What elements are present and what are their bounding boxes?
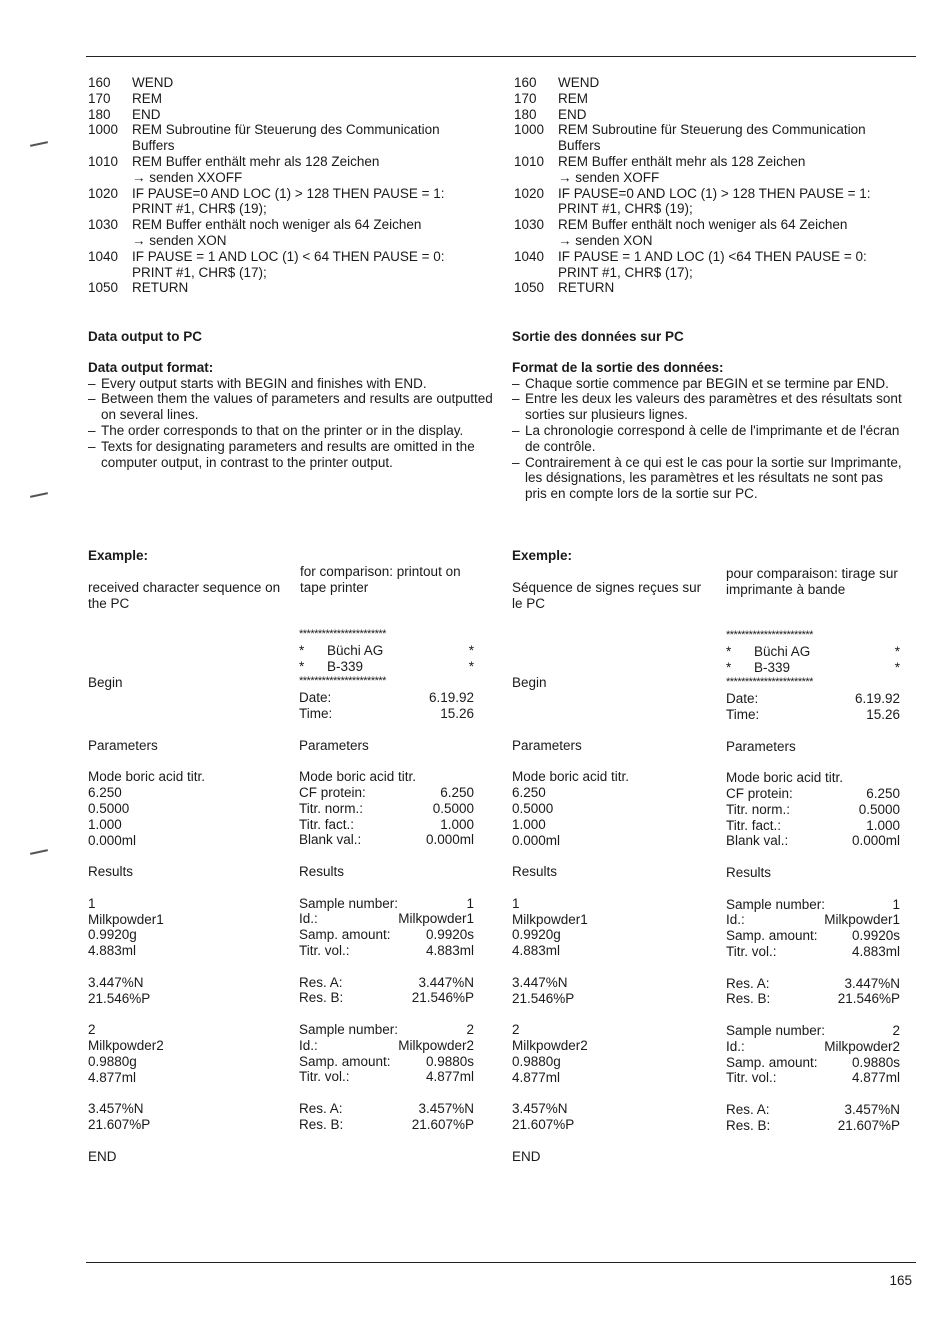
bullet-list: [512, 376, 907, 502]
comparison-label: for comparison: printout on tape printer: [300, 564, 461, 595]
printout-left: *********************** * Büchi AG * * B-339 * *********************** Date: 6.19.92 Time: 15.26 Parameters Mode boric acid titr. CF protein: 6.250 Titr. norm.: 0.5000 Titr. fact.: 1.000 Blank val.: 0.000ml Results Sample number: 1 Id.: Milkpowder1 Samp. amount: 0.9920s Titr. vol.: 4.883ml Res. A: 3.447%N Res. B: 21.546%P Sample number: 2 Id.: Milkpowder2 Samp. amount: 0.9880s Titr. vol.: 4.877ml Res. A: 3.457%N Res. B: 21.607%P: [299, 628, 474, 1132]
page-number: 165: [889, 1273, 912, 1288]
code-line: 160 WEND: [514, 75, 600, 90]
code-line: 1040 IF PAUSE = 1 AND LOC (1) < 64 THEN PAUSE = 0: PRINT #1, CHR$ (17);: [88, 248, 445, 280]
code-line: 170 REM: [88, 90, 162, 106]
list-item: – Entre les deux les valeurs des paramètres et des résultats sont sorties sur plusieurs lignes.: [512, 391, 907, 423]
bottom-rule: [86, 1262, 916, 1263]
code-line: 1030 REM Buffer enthält noch weniger als 64 Zeichen → senden XON: [88, 217, 422, 248]
received-label: received character sequence on the PC: [88, 580, 281, 611]
code-line: 180 END: [88, 106, 161, 122]
code-line: 1040 IF PAUSE = 1 AND LOC (1) <64 THEN PAUSE = 0: PRINT #1, CHR$ (17);: [514, 248, 867, 280]
margin-mark: [30, 849, 48, 855]
code-line: 1010 REM Buffer enthält mehr als 128 Zeichen → senden XXOFF: [88, 153, 380, 185]
code-line: 1050 RETURN: [514, 280, 615, 296]
code-line: 180 END: [514, 106, 587, 122]
code-line: 1020 IF PAUSE=0 AND LOC (1) > 128 THEN PAUSE = 1: PRINT #1, CHR$ (19);: [88, 185, 445, 217]
list-item: – Contrairement à ce qui est le cas pour la sortie sur Imprimante, les désignations, les paramètres et les résultats ne sont pas pris en compte lors de la sortie sur PC.: [512, 455, 907, 502]
code-line: 160 WEND: [88, 75, 174, 90]
list-item: – Chaque sortie commence par BEGIN et se termine par END.: [512, 376, 907, 392]
code-line: 1000 REM Subroutine für Steuerung des Communication Buffers: [514, 122, 866, 154]
format-title: Format de la sortie des données:: [512, 359, 724, 375]
margin-mark: [30, 141, 48, 147]
margin-mark: [30, 492, 48, 498]
example-title: Exemple:: [512, 548, 573, 563]
comparison-label: pour comparaison: tirage sur imprimante à bande: [726, 566, 898, 597]
section-title: Data output to PC: [88, 329, 202, 344]
bullet-list: [88, 376, 493, 471]
right-code-listing: [514, 75, 924, 296]
code-line: 1050 RETURN: [88, 280, 189, 296]
code-line: 1000 REM Subroutine für Steuerung des Communication Buffers: [88, 122, 440, 154]
code-line: 1030 REM Buffer enthält noch weniger als 64 Zeichen → senden XON: [514, 217, 848, 248]
code-line: 1010 REM Buffer enthält mehr als 128 Zeichen → senden XOFF: [514, 153, 806, 185]
code-line: 170 REM: [514, 90, 588, 106]
example-title: Example:: [88, 548, 149, 563]
list-item: – La chronologie correspond à celle de l'imprimante et de l'écran de contrôle.: [512, 423, 907, 455]
right-data-output-section: [512, 329, 907, 502]
code-line: 1020 IF PAUSE=0 AND LOC (1) > 128 THEN PAUSE = 1: PRINT #1, CHR$ (19);: [514, 185, 871, 217]
list-item: – Between them the values of parameters and results are outputted on several lines.: [88, 391, 493, 423]
list-item: – The order corresponds to that on the printer or in the display.: [88, 423, 493, 439]
list-item: – Texts for designating parameters and results are omitted in the computer output, in contrast to the printer output.: [88, 439, 493, 471]
left-code-listing: [88, 75, 498, 296]
received-label: Séquence de signes reçues sur le PC: [512, 580, 702, 611]
section-title: Sortie des données sur PC: [512, 329, 684, 344]
list-item: – Every output starts with BEGIN and finishes with END.: [88, 376, 493, 392]
format-title: Data output format:: [88, 359, 214, 375]
left-data-output-section: [88, 329, 493, 470]
printout-right: *********************** * Büchi AG * * B-339 * *********************** Date: 6.19.92 Time: 15.26 Parameters Mode boric acid titr. CF protein: 6.250 Titr. norm.: 0.5000 Titr. fact.: 1.000 Blank val.: 0.000ml Results Sample number: 1 Id.: Milkpowder1 Samp. amount: 0.9920s Titr. vol.: 4.883ml Res. A: 3.447%N Res. B: 21.546%P Sample number: 2 Id.: Milkpowder2 Samp. amount: 0.9880s Titr. vol.: 4.877ml Res. A: 3.457%N Res. B: 21.607%P: [726, 629, 900, 1133]
top-rule: [86, 56, 916, 57]
pc-output-right: Begin Parameters Mode boric acid titr. 6.250 0.5000 1.000 0.000ml Results 1 Milkpowder1 0.9920g 4.883ml 3.447%N 21.546%P 2 Milkpowder2 0.9880g 4.877ml 3.457%N 21.607%P END: [512, 675, 630, 1164]
pc-output-left: Begin Parameters Mode boric acid titr. 6.250 0.5000 1.000 0.000ml Results 1 Milkpowder1 0.9920g 4.883ml 3.447%N 21.546%P 2 Milkpowder2 0.9880g 4.877ml 3.457%N 21.607%P END: [88, 675, 206, 1164]
